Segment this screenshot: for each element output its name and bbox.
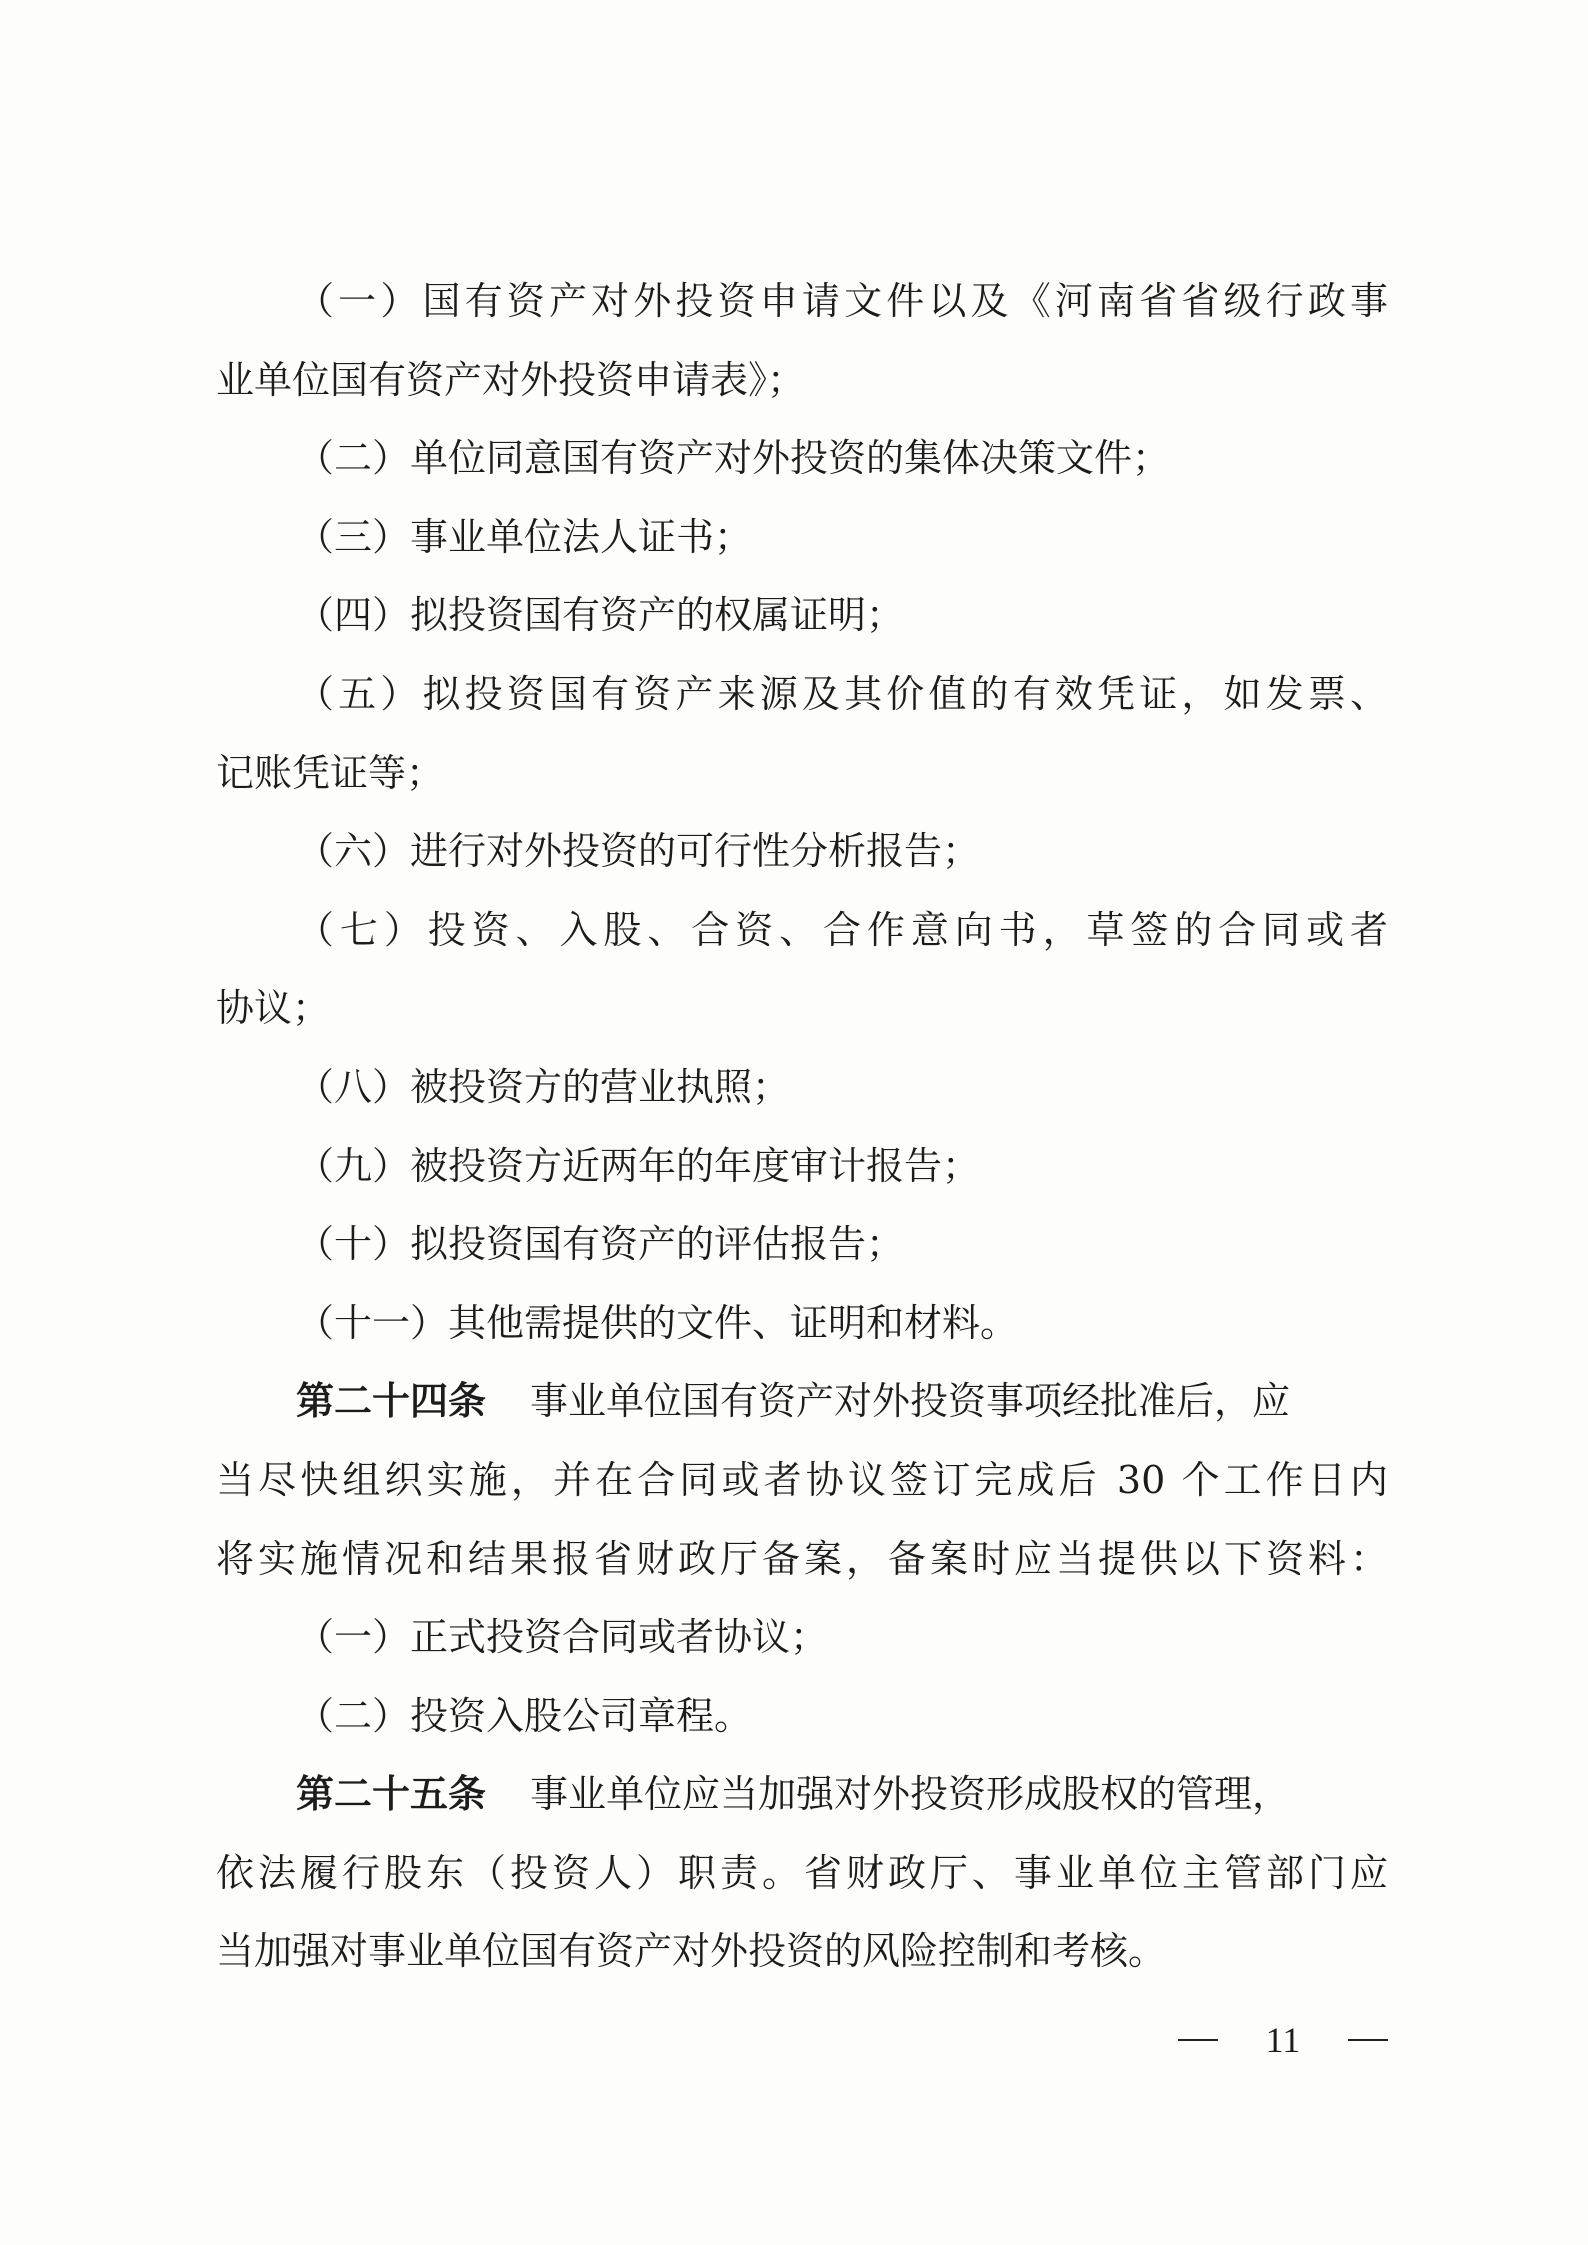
list-item-10: （十）拟投资国有资产的评估报告； bbox=[296, 1222, 905, 1267]
list-item-7-continued: 协议； bbox=[216, 986, 331, 1031]
list-item-1: （一）国有资产对外投资申请文件以及《河南省省级行政事 bbox=[296, 279, 1388, 323]
list-item-7: （七）投资、入股、合资、合作意向书，草签的合同或者 bbox=[296, 907, 1388, 952]
article-24-heading: 第二十四条 bbox=[296, 1379, 487, 1424]
list-item-4: （四）拟投资国有资产的权属证明； bbox=[296, 593, 905, 638]
list-item-a2: （二）投资入股公司章程。 bbox=[296, 1693, 753, 1738]
footer-dash-right bbox=[1348, 2039, 1388, 2041]
list-item-11: （十一）其他需提供的文件、证明和材料。 bbox=[296, 1300, 1019, 1345]
article-25-text: 事业单位应当加强对外投资形成股权的管理， bbox=[530, 1772, 1291, 1817]
article-24-text: 事业单位国有资产对外投资事项经批准后，应 bbox=[530, 1379, 1291, 1424]
list-item-1-continued: 业单位国有资产对外投资申请表》； bbox=[216, 357, 806, 402]
article-24-line-2: 当尽快组织实施，并在合同或者协议签订完成后 30 个工作日内 bbox=[216, 1457, 1388, 1502]
page-footer bbox=[1178, 2015, 1388, 2065]
list-item-a1: （一）正式投资合同或者协议； bbox=[296, 1615, 829, 1660]
list-item-8: （八）被投资方的营业执照； bbox=[296, 1064, 791, 1109]
list-item-5-continued: 记账凭证等； bbox=[216, 750, 445, 795]
page-number: 11 bbox=[1265, 2020, 1301, 2060]
list-item-2: （二）单位同意国有资产对外投资的集体决策文件； bbox=[296, 436, 1171, 481]
list-item-6: （六）进行对外投资的可行性分析报告； bbox=[296, 829, 981, 874]
article-24-line-3: 将实施情况和结果报省财政厅备案，备案时应当提供以下资料： bbox=[216, 1536, 1388, 1581]
article-25-heading: 第二十五条 bbox=[296, 1772, 487, 1817]
article-25-line-3: 当加强对事业单位国有资产对外投资的风险控制和考核。 bbox=[216, 1929, 1167, 1974]
document-body bbox=[216, 262, 1388, 1991]
list-item-9: （九）被投资方近两年的年度审计报告； bbox=[296, 1143, 981, 1188]
list-item-5: （五）拟投资国有资产来源及其价值的有效凭证，如发票、 bbox=[296, 671, 1388, 716]
list-item-3: （三）事业单位法人证书； bbox=[296, 514, 753, 559]
article-25-line-2: 依法履行股东（投资人）职责。省财政厅、事业单位主管部门应 bbox=[216, 1850, 1388, 1895]
footer-dash-left bbox=[1178, 2039, 1218, 2041]
article-24 bbox=[216, 1362, 1388, 1441]
article-25 bbox=[216, 1755, 1388, 1834]
